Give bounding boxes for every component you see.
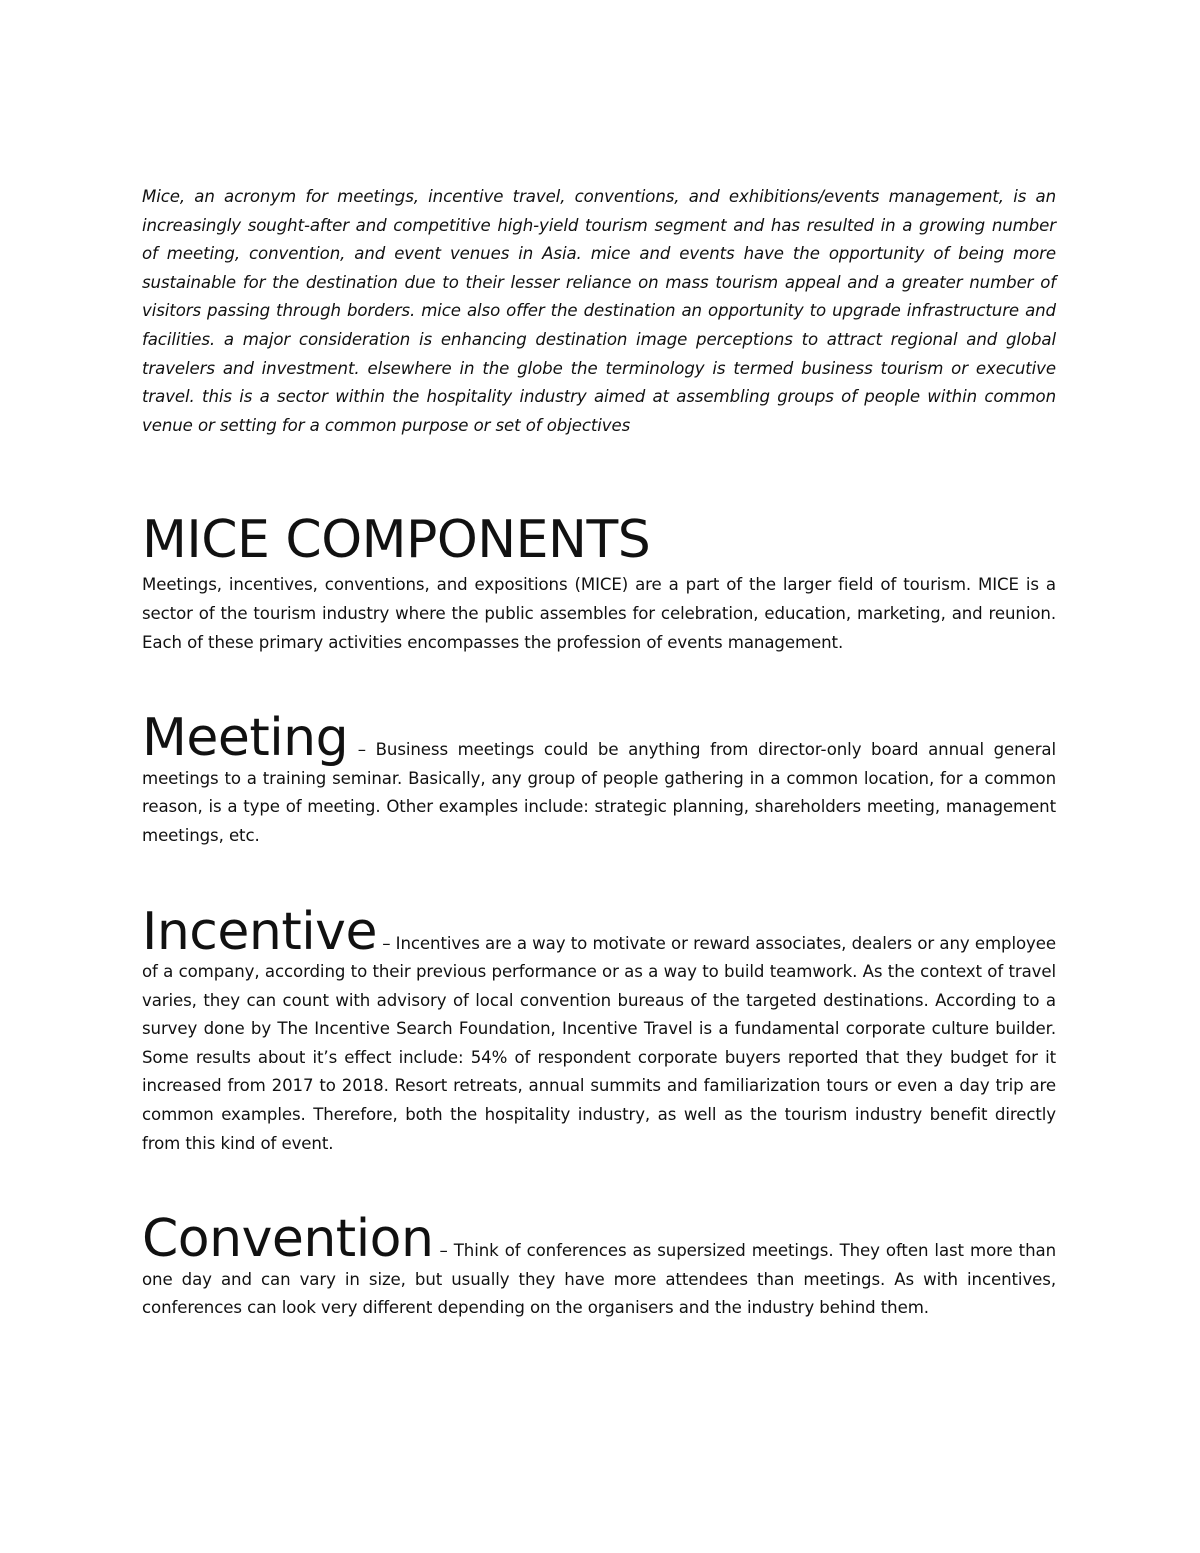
term-description-meeting: – Business meetings could be anything from director-only board annual general meetings to a training seminar. Basically, any group of people gathering in a common location, for a common reason, is a type of meeting. Other examples include: strategic planning, shareholders meeting, management meetings, etc. [142, 740, 1056, 845]
components-heading: MICE COMPONENTS [142, 510, 651, 571]
term-convention [142, 1209, 1056, 1323]
term-name-meeting: Meeting [142, 708, 349, 769]
term-description-convention: – Think of conferences as supersized meetings. They often last more than one day and can vary in size, but usually they have more attendees than meetings. As with incentives, conferences can look very different depending on the organisers and the industry behind them. [142, 1241, 1056, 1318]
term-name-incentive: Incentive [142, 901, 377, 962]
term-description-incentive: – Incentives are a way to motivate or reward associates, dealers or any employee of a company, according to their previous performance or as a way to build teamwork. As the context of travel varies, they can count with advisory of local convention bureaus of the targeted destinations. According to a survey done by The Incentive Search Foundation, Incentive Travel is a fundamental corporate culture builder. Some results about it’s effect include: 54% of respondent corporate buyers reported that they budget for it increased from 2017 to 2018. Resort retreats, annual summits and familiarization tours or even a day trip are common examples. Therefore, both the hospitality industry, as well as the tourism industry benefit directly from this kind of event. [142, 933, 1056, 1153]
term-meeting [142, 708, 1056, 850]
term-incentive [142, 901, 1056, 1159]
intro-paragraph: Mice, an acronym for meetings, incentive travel, conventions, and exhibitions/events management, is an increasingly sought-after and competitive high-yield tourism segment and has resulted in a growing number of meeting, convention, and event venues in Asia. mice and events have the opportunity of being more sustainable for the destination due to their lesser reliance on mass tourism appeal and a greater number of visitors passing through borders. mice also offer the destination an opportunity to upgrade infrastructure and facilities. a major consideration is enhancing destination image perceptions to attract regional and global travelers and investment. elsewhere in the globe the terminology is termed business tourism or executive travel. this is a sector within the hospitality industry aimed at assembling groups of people within common venue or setting for a common purpose or set of objectives [142, 187, 1056, 435]
term-name-convention: Convention [142, 1209, 434, 1270]
document-page [142, 183, 1056, 1323]
components-body: Meetings, incentives, conventions, and expositions (MICE) are a part of the larger field of tourism. MICE is a sector of the tourism industry where the public assembles for celebration, education, marketing, and reunion. Each of these primary activities encompasses the profession of events management. [142, 575, 1056, 652]
